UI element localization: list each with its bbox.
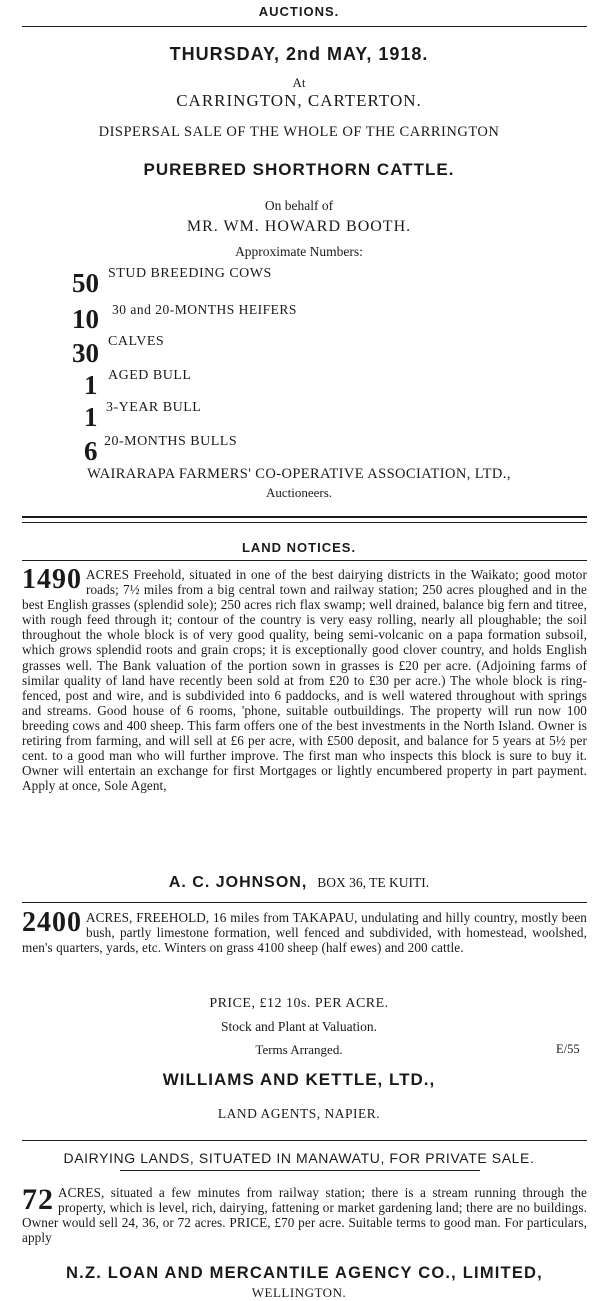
on-behalf-line: On behalf of <box>264 198 334 213</box>
ad-acreage-number: 2400 <box>22 910 82 938</box>
ad-stock-plant: Stock and Plant at Valuation. <box>220 1019 378 1034</box>
agent-name: A. C. JOHNSON, <box>168 874 308 891</box>
stock-count: 6 <box>84 436 98 466</box>
auction-place: CARRINGTON, CARTERTON. <box>176 91 422 110</box>
approx-numbers: Approximate Numbers: <box>235 244 363 259</box>
ad-reference: E/55 <box>556 1042 580 1056</box>
ad-body-text: ACRES, FREEHOLD, 16 miles from TAKAPAU, undulating and hilly country, mostly been bush, partly limestone formation, well fenced and subdivided, with homestead, woolshed, men's quarters, yards, etc. Winters on grass 4100 sheep (half ewes) and 200 cattle. <box>22 910 587 956</box>
ad-firm-name: N.Z. LOAN AND MERCANTILE AGENCY CO., LIMITED, <box>66 1264 543 1282</box>
stock-count: 1 <box>84 402 98 432</box>
cattle-heading: PUREBRED SHORTHORN CATTLE. <box>143 160 455 179</box>
dispersal-line: DISPERSAL SALE OF THE WHOLE OF THE CARRINGTON <box>98 124 500 140</box>
section-title-land-notices: LAND NOTICES. <box>241 540 357 555</box>
divider <box>22 516 587 518</box>
divider <box>22 902 587 903</box>
land-ad-2 <box>22 910 587 974</box>
land-ad-1 <box>22 567 587 887</box>
ad-acreage-number: 1490 <box>22 567 82 595</box>
ad-firm-city: WELLINGTON. <box>251 1285 347 1300</box>
stock-description: AGED BULL <box>108 368 192 383</box>
stock-description: STUD BREEDING COWS <box>108 266 272 281</box>
ad-body-text: ACRES, situated a few minutes from railway station; there is a stream running through the property, which is level, rich, dairying, fattening or market gardening land; there are no buildings. Owner would sell 24, 36, or 72 acres. PRICE, £70 per acre. Suitable terms to good man. For particulars, apply <box>22 1185 587 1246</box>
stock-description: 30 and 20-MONTHS HEIFERS <box>112 302 297 317</box>
ad-firm-role: LAND AGENTS, NAPIER. <box>217 1106 381 1121</box>
stock-description: 20-MONTHS BULLS <box>104 434 238 449</box>
auction-date: THURSDAY, 2nd MAY, 1918. <box>169 44 429 64</box>
ad-agent-line <box>0 874 598 892</box>
stock-description: 3-YEAR BULL <box>106 400 202 415</box>
ad-acreage-number: 72 <box>22 1185 54 1216</box>
stock-count: 30 <box>72 338 99 368</box>
section-title-auctions: AUCTIONS. <box>258 4 340 19</box>
ad-heading: DAIRYING LANDS, SITUATED IN MANAWATU, FOR PRIVATE SALE. <box>63 1150 535 1166</box>
association-name: WAIRARAPA FARMERS' CO-OPERATIVE ASSOCIATION, LTD., <box>87 466 511 482</box>
ad-body-text: ACRES Freehold, situated in one of the best dairying districts in the Waikato; good motor roads; 7½ miles from a big central town and railway station; 250 acres ploughed and in the best English grasses (splendid sole); 250 acres rich flax swamp; well drained, balance big fern and titree, with rough feed through it; contour of the country is very easy rolling, nearly all ploughable; the soil throughout the whole block is of very good quality, being semi-volcanic on a papa formation subsoil, which grows splendid roots and grain crops; it is exceptionally good clover country, and holds English grasses well. The Bank valuation of the portion sown in grasses is £20 per acre. (Adjoining farms of similar quality of land have recently been sold at from £20 to £30 per acre.) The whole block is ring-fenced, post and wire, and is subdivided into 6 paddocks, and is well watered throughout with springs and streams. Good house of 6 rooms, 'phone, suitable outbuildings. The property will run now 100 breeding cows and 400 sheep. This farm offers one of the best investments in the North Island. Owner is retiring from farming, and will sell at £6 per acre, with £500 deposit, and balance for 5 years at 5½ per cent. to a good man who will further improve. The first man who inspects this block is sure to buy it. Owner will entertain an exchange for first Mortgages or lightly encumbered property in part payment. Apply at once, Sole Agent, <box>22 567 587 794</box>
divider <box>22 560 587 561</box>
stock-count: 50 <box>72 268 99 298</box>
stock-count: 1 <box>84 370 98 400</box>
ad-price: PRICE, £12 10s. PER ACRE. <box>209 996 389 1011</box>
agent-address: BOX 36, TE KUITI. <box>317 875 430 890</box>
stock-description: CALVES <box>108 334 165 349</box>
ad-firm-name: WILLIAMS AND KETTLE, LTD., <box>162 1070 436 1089</box>
land-ad-3 <box>22 1185 587 1265</box>
auctioneers-label: Auctioneers. <box>265 485 333 500</box>
divider <box>22 1140 587 1141</box>
ad-terms: Terms Arranged. <box>255 1042 343 1057</box>
auction-at: At <box>292 75 306 90</box>
stock-count: 10 <box>72 304 99 334</box>
divider <box>120 1170 480 1171</box>
divider <box>22 522 587 523</box>
divider <box>22 26 587 27</box>
owner-name: MR. WM. HOWARD BOOTH. <box>186 218 412 235</box>
